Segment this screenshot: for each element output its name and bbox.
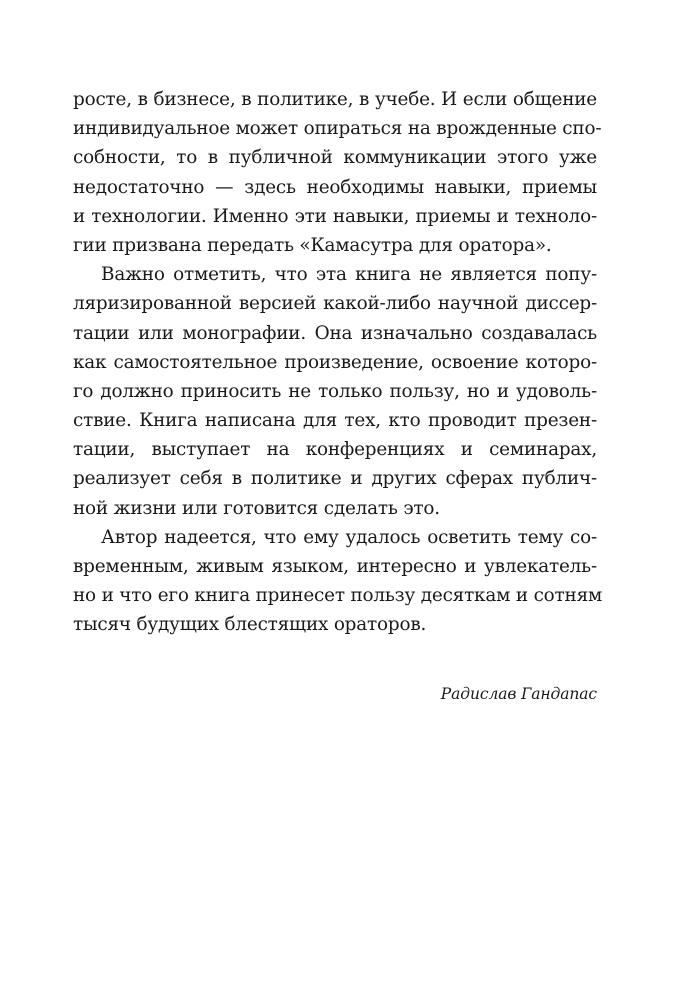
author-signature: Радислав Гандапас	[440, 685, 597, 703]
paragraph-2-line: реализует себя в политике и других сферах публич-	[73, 468, 597, 490]
paragraph-1-line: индивидуальное может опираться на врожденные спо-	[73, 118, 602, 140]
paragraph-1-line: росте, в бизнесе, в политике, в учебе. И если общение	[73, 89, 597, 110]
paragraph-2-line: ляризированной версией какой-либо научной диссер-	[73, 293, 597, 315]
paragraph-2-line: как самостоятельное произведение, освоение которо-	[73, 351, 597, 373]
paragraph-2-line: ствие. Книга написана для тех, кто проводит презен-	[73, 410, 597, 432]
paragraph-1-line: собности, то в публичной коммуникации этого уже	[73, 147, 597, 169]
paragraph-1-line: и технологии. Именно эти навыки, приемы и техноло-	[73, 205, 597, 227]
paragraph-3-line: временным, живым языком, интересно и увлекатель-	[73, 556, 597, 577]
paragraph-3-line: но и что его книга принесет пользу десяткам и сотням	[73, 585, 603, 607]
paragraph-3-line: тысяч будущих блестящих ораторов.	[73, 614, 427, 636]
paragraph-3-line: Автор надеется, что ему удалось осветить тему со-	[101, 526, 597, 548]
paragraph-1-line: недостаточно — здесь необходимы навыки, приемы	[73, 176, 597, 198]
paragraph-1-line: гии призвана передать «Камасутра для оратора».	[73, 234, 552, 256]
body-text	[73, 85, 603, 640]
paragraph-2-line: го должно приносить не только пользу, но и удоволь-	[73, 380, 597, 402]
paragraph-2-line: тации, выступает на конференциях и семинарах,	[73, 439, 597, 461]
paragraph-2-line: ной жизни или готовится сделать это.	[73, 497, 440, 519]
paragraph-2-line: тации или монографии. Она изначально создавалась	[73, 322, 597, 344]
paragraph-2-line: Важно отметить, что эта книга не является попу-	[101, 264, 597, 286]
